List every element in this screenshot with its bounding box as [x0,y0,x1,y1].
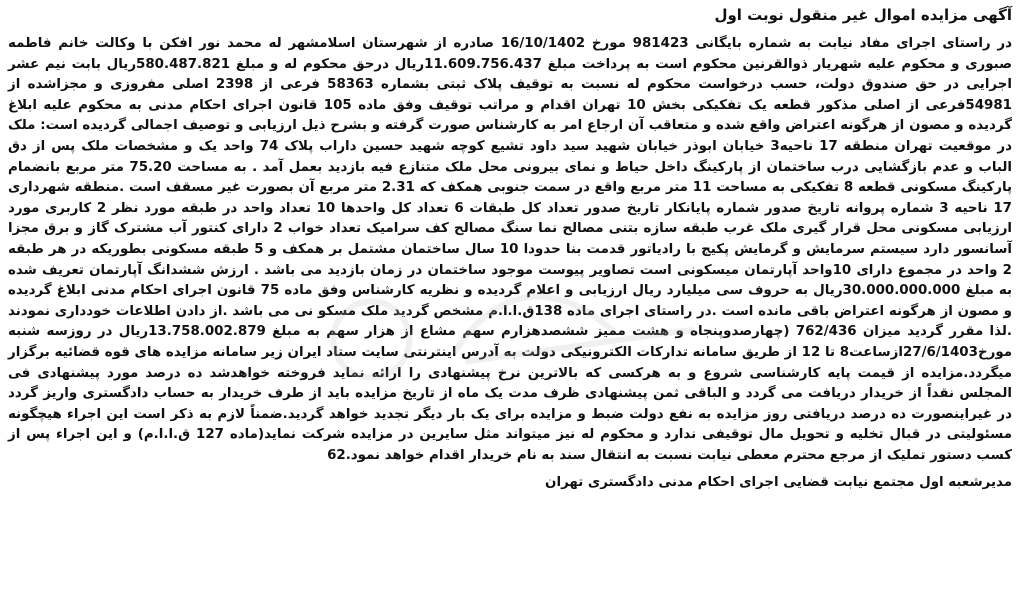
notice-body: در راستای اجرای مفاد نیابت به شماره بایگانی 981423 مورخ 16/10/1402 صادره از شهرستان اسلامشهر له محمد نور افکن با وکالت خانم فاطمه صبوری و محکوم علیه شهریار ذوالقرنین محکوم است به پرداخت مبلغ 11.609.756.437ریال درحق محکوم له و مبلغ 580.487.821ریال بابت نیم عشر اجرایی در حق صندوق دولت، حسب درخواست محکوم له نسبت به توقیف پلاک ثبتی بشماره 58363 فرعی از 2398 اصلی مفروزی و مجزاشده از 54981فرعی از اصلی مذکور قطعه یک تفکیکی بخش 10 تهران اقدام و مراتب توقیف وفق ماده 105 قانون اجرای احکام مدنی به محکوم علیه ابلاغ گردیده و مصون از هرگونه اعتراض واقع شده و متعاقب آن ارجاع امر به کارشناس صورت گرفته و بشرح ذیل ارزیابی و توصیف اجمالی گردیده است: ملک در موقعیت تهران منطقه 17 ناحیه3 خیابان ابوذر خیابان شهید سید داود تشیع کوچه شهید حسین داراب پلاک 74 واحد یک و مشخصات ملک پس از دق الباب و عدم بازگشایی درب ساختمان از پارکینگ داخل حیاط و نمای بیرونی محل ملک متنازع فیه بازدید بعمل آمد . به مساحت 75.20 متر مربع بانضمام پارکینگ مسکونی قطعه 8 تفکیکی به مساحت 11 متر مربع واقع در سمت جنوبی همکف که 2.31 متر مربع آن بصورت غیر مسقف است .منطقه شهرداری 17 ناحیه 3 شماره پروانه تاریخ صدور شماره پایانکار تاریخ صدور تعداد کل طبقات 6 تعداد کل واحدها 10 تعداد واحد در طبقه مورد نظر 2 کاربری مورد ارزیابی مسکونی محل قرار گیری ملک غرب طبقه سازه بتنی مصالح نما سنگ مصالح کف سرامیک تعداد خواب 2 دارای کنتور آب مشترک گاز و برق مجزا آسانسور دارد سیستم سرمایش و گرمایش پکیج با رادیاتور قدمت بنا حدودا 10 سال ساختمان مشتمل بر همکف و 5 طبقه مسکونی بطوریکه در هر طبقه 2 واحد در مجموع دارای 10واحد آپارتمان میسکونی است تصاویر پیوست موجود ساختمان در زمان بازدید می باشد . ارزش ششدانگ آپارتمان تعریف شده به مبلغ 30.000.000.000ریال به حروف سی میلیارد ریال ارزیابی و اعلام گردیده و نظریه کارشناس وفق ماده 75 قانون اجرای احکام مدنی ابلاغ گردیده و مصون از هرگونه اعتراض باقی مانده است .در راستای اجرای ماده 138ق.ا.ا.م مشخص گردید ملک مسکو نی می باشد .از دادن اطلاعات خودداری نمودند .لذا مقرر گردید میزان 762/436 (چهارصدوپنجاه و هشت ممیز ششصدهزارم سهم مشاع از هزار سهم به مبلغ 13.758.002.879ریال در روزسه شنبه مورخ27/6/1403ازساعت8 تا 12 از طریق سامانه تدارکات الکترونیکی دولت به آدرس اینترنتی سایت ستاد ایران زیر سامانه مزایده های قوه قضائیه برگزار میگردد.مزایده از قیمت پایه کارشناسی شروع و به هرکسی که بالاترین نرخ پیشنهادی را ارائه نماید فروخته خواهدشد ده درصد مورد پیشنهادی فی المجلس نقداً از خریدار دریافت می گردد و الباقی ثمن پیشنهادی ظرف مدت یک ماه از تاریخ مزایده باید از طرف خریدار به حساب دادگستری واریز گردد در غیراینصورت ده درصد دریافتی روز مزایده به نفع دولت ضبط و مزایده برای یک بار دیگر تجدید خواهد گردید.ضمناً لازم به ذکر است این اجراء هیچگونه مسئولیتی در قبال تخلیه و تحویل مال توقیفی ندارد و محکوم له نیز میتواند مثل سایرین در مزایده شرکت نماید(ماده 127 ق.ا.ا.م) و این اجراء پس از کسب دستور تملیک از مرجع محترم معطی نیابت نسبت به انتقال سند به نام خریدار اقدام خواهد نمود.62 [8,36,1013,463]
notice-title: آگهی مزایده اموال غیر منقول نوبت اول [714,6,1012,24]
legal-notice [8,4,1016,592]
notice-signature: مدیرشعبه اول مجتمع نیابت قضایی اجرای احکام مدنی دادگستری تهران [545,475,1012,491]
